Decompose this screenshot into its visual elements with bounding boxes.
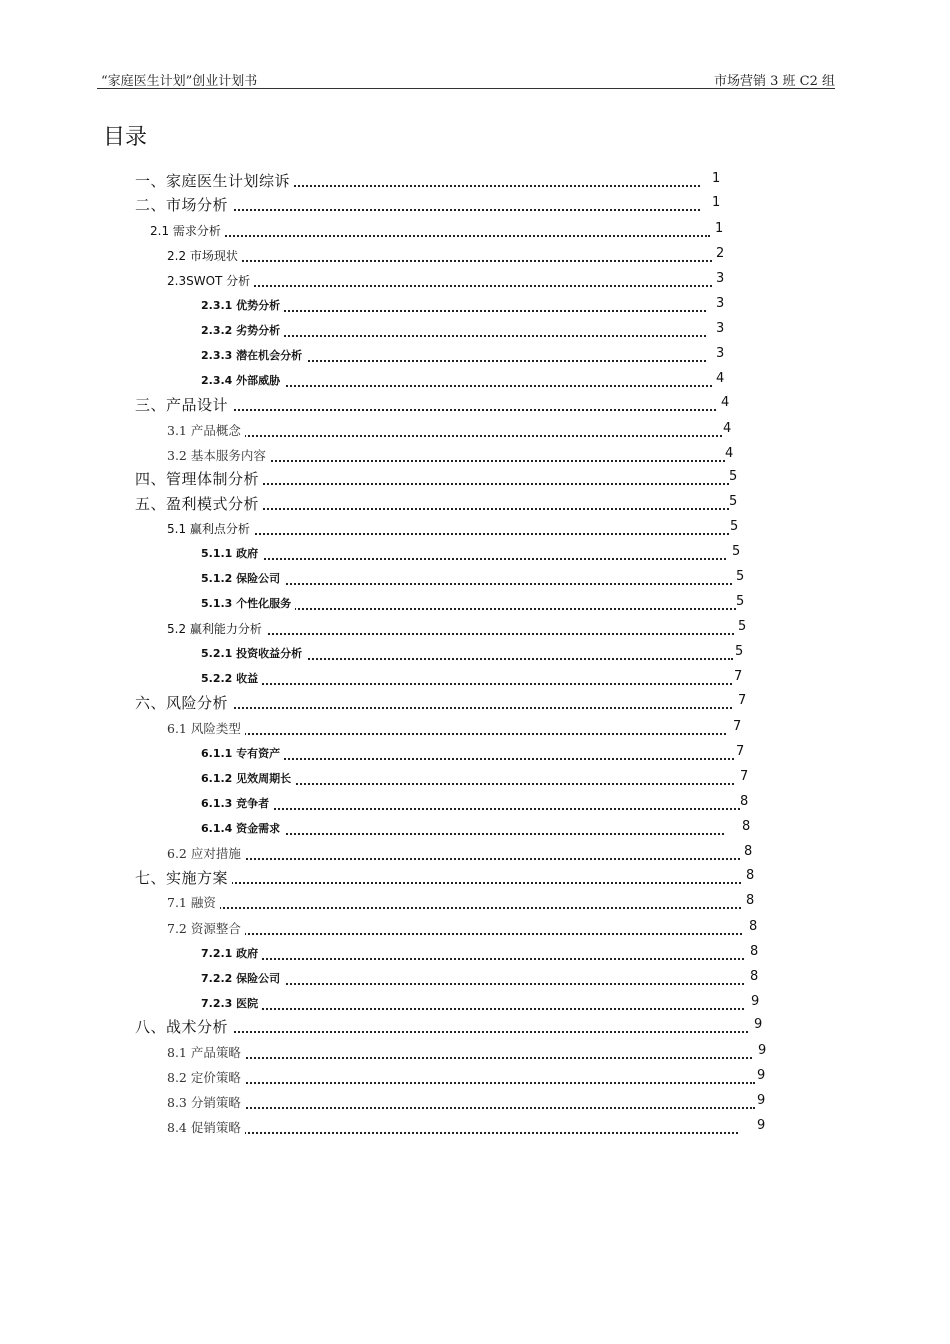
toc-entry-leader-dots xyxy=(187,1132,738,1134)
toc-entry-leader-dots xyxy=(187,933,742,935)
toc-entry-page-number: 7 xyxy=(738,693,747,708)
toc-entry-page-number: 5 xyxy=(735,644,744,659)
toc-entry[interactable] xyxy=(135,468,743,490)
toc-entry-leader-dots xyxy=(221,385,712,387)
toc-entry-page-number: 5 xyxy=(738,619,747,634)
toc-entry-leader-dots xyxy=(187,260,712,262)
toc-entry-page-number: 9 xyxy=(758,1043,767,1058)
toc-entry-label: 5.2.2 收益 xyxy=(201,668,262,690)
toc-entry-label: 2.3.2 劣势分析 xyxy=(201,320,284,342)
toc-entry-page-number: 7 xyxy=(734,669,743,684)
toc-entry-label: 2.1 需求分析 xyxy=(150,220,225,242)
toc-entry-leader-dots xyxy=(187,285,712,287)
toc-entry-page-number: 9 xyxy=(754,1017,763,1032)
toc-entry-leader-dots xyxy=(155,409,716,411)
toc-entry[interactable] xyxy=(135,394,735,416)
toc-entry-leader-dots xyxy=(221,808,740,810)
toc-entry-label: 7.2.1 政府 xyxy=(201,943,262,965)
toc-entry-label: 7.1 融资 xyxy=(167,892,220,914)
toc-entry-leader-dots xyxy=(187,907,741,909)
toc-entry[interactable] xyxy=(135,692,752,714)
toc-entry-leader-dots xyxy=(187,1057,752,1059)
toc-entry-leader-dots xyxy=(221,683,732,685)
toc-entry-page-number: 5 xyxy=(736,594,745,609)
toc-entry[interactable] xyxy=(167,270,730,292)
toc-entry-page-number: 3 xyxy=(716,296,725,311)
toc-entry-label: 5.1 赢利点分析 xyxy=(167,518,254,540)
toc-entry-page-number: 8 xyxy=(740,794,749,809)
toc-entry-leader-dots xyxy=(187,435,722,437)
toc-entry-label: 2.3.3 潜在机会分析 xyxy=(201,345,306,367)
toc-entry[interactable] xyxy=(135,1016,768,1038)
toc-entry-leader-dots xyxy=(221,335,706,337)
toc-entry[interactable] xyxy=(201,943,764,965)
toc-entry-page-number: 2 xyxy=(716,246,725,261)
toc-entry[interactable] xyxy=(167,1067,771,1089)
toc-entry[interactable] xyxy=(201,593,750,615)
toc-entry-page-number: 9 xyxy=(757,1068,766,1083)
toc-entry-leader-dots xyxy=(187,733,726,735)
toc-entry-label: 八、战术分析 xyxy=(135,1016,232,1038)
toc-entry[interactable] xyxy=(167,1042,772,1064)
toc-entry-page-number: 8 xyxy=(749,919,758,934)
toc-entry-page-number: 8 xyxy=(742,819,751,834)
toc-entry[interactable] xyxy=(201,543,746,565)
toc-entry-label: 7.2 资源整合 xyxy=(167,918,245,940)
toc-entry[interactable] xyxy=(167,618,752,640)
toc-entry-page-number: 5 xyxy=(729,494,738,509)
toc-entry-page-number: 4 xyxy=(716,371,725,386)
toc-entry-leader-dots xyxy=(155,707,732,709)
toc-entry-page-number: 4 xyxy=(723,421,732,436)
toc-entry-leader-dots xyxy=(221,583,732,585)
toc-entry-label: 7.2.3 医院 xyxy=(201,993,262,1015)
toc-entry[interactable] xyxy=(201,993,765,1015)
toc-entry[interactable] xyxy=(201,793,754,815)
toc-entry[interactable] xyxy=(201,968,764,990)
toc-entry-leader-dots xyxy=(221,833,724,835)
toc-entry-label: 5.1.1 政府 xyxy=(201,543,262,565)
toc-entry-label: 二、市场分析 xyxy=(135,194,232,216)
toc-entry[interactable] xyxy=(201,320,730,342)
toc-entry[interactable] xyxy=(167,445,739,467)
toc-title: 目录 xyxy=(103,125,148,150)
toc-entry-leader-dots xyxy=(221,558,726,560)
page-header xyxy=(97,70,835,89)
toc-entry[interactable] xyxy=(135,493,743,515)
toc-entry[interactable] xyxy=(167,1092,771,1114)
toc-entry-page-number: 1 xyxy=(715,221,724,236)
toc-entry-leader-dots xyxy=(221,983,744,985)
toc-entry-label: 7.2.2 保险公司 xyxy=(201,968,284,990)
toc-entry[interactable] xyxy=(201,568,750,590)
toc-entry-leader-dots xyxy=(187,1082,755,1084)
toc-entry[interactable] xyxy=(167,718,747,740)
toc-entry-page-number: 5 xyxy=(736,569,745,584)
toc-entry-leader-dots xyxy=(221,758,734,760)
toc-entry-page-number: 9 xyxy=(757,1093,766,1108)
toc-entry-page-number: 1 xyxy=(712,195,721,210)
toc-entry-page-number: 1 xyxy=(712,171,721,186)
toc-entry-label: 8.1 产品策略 xyxy=(167,1042,245,1064)
toc-entry-label: 六、风险分析 xyxy=(135,692,232,714)
toc-entry-page-number: 8 xyxy=(746,893,755,908)
toc-entry[interactable] xyxy=(201,768,754,790)
toc-entry-page-number: 4 xyxy=(725,446,734,461)
toc-entry-leader-dots xyxy=(187,633,734,635)
toc-entry-label: 五、盈利模式分析 xyxy=(135,493,263,515)
toc-entry[interactable] xyxy=(201,295,730,317)
toc-entry[interactable] xyxy=(167,1117,771,1139)
toc-entry-page-number: 3 xyxy=(716,271,725,286)
toc-entry-label: 四、管理体制分析 xyxy=(135,468,263,490)
toc-entry-leader-dots xyxy=(170,235,710,237)
toc-entry-label: 6.1.1 专有资产 xyxy=(201,743,284,765)
toc-entry-page-number: 9 xyxy=(751,994,760,1009)
toc-entry-label: 3.2 基本服务内容 xyxy=(167,445,270,467)
toc-entry[interactable] xyxy=(201,668,748,690)
toc-entry-label: 2.3SWOT 分析 xyxy=(167,270,254,292)
toc-entry[interactable] xyxy=(135,194,726,216)
toc-entry-page-number: 9 xyxy=(757,1118,766,1133)
toc-entry-label: 3.1 产品概念 xyxy=(167,420,245,442)
toc-entry[interactable] xyxy=(201,818,756,840)
toc-entry-page-number: 7 xyxy=(740,769,749,784)
toc-entry-page-number: 5 xyxy=(732,544,741,559)
toc-entry-leader-dots xyxy=(221,608,736,610)
toc-entry-leader-dots xyxy=(221,958,744,960)
toc-entry-label: 5.2 赢利能力分析 xyxy=(167,618,266,640)
toc-entry-label: 6.1.3 竞争者 xyxy=(201,793,273,815)
toc-entry[interactable] xyxy=(201,370,730,392)
toc-entry-page-number: 8 xyxy=(750,944,759,959)
toc-entry[interactable] xyxy=(135,170,726,192)
toc-entry[interactable] xyxy=(167,918,763,940)
toc-entry-page-number: 5 xyxy=(730,519,739,534)
toc-entry-label: 2.3.4 外部威胁 xyxy=(201,370,284,392)
toc-entry-label: 七、实施方案 xyxy=(135,867,232,889)
toc-entry[interactable] xyxy=(135,867,760,889)
toc-entry-label: 6.1 风险类型 xyxy=(167,718,245,740)
toc-entry-page-number: 7 xyxy=(733,719,742,734)
toc-entry[interactable] xyxy=(201,743,750,765)
toc-entry-label: 5.1.3 个性化服务 xyxy=(201,593,295,615)
toc-entry-label: 8.2 定价策略 xyxy=(167,1067,245,1089)
toc-entry-label: 一、家庭医生计划综诉 xyxy=(135,170,294,192)
header-document-title: “家庭医生计划”创业计划书 xyxy=(101,74,258,89)
toc-entry[interactable] xyxy=(167,843,758,865)
toc-entry-page-number: 8 xyxy=(744,844,753,859)
toc-entry-label: 5.2.1 投资收益分析 xyxy=(201,643,306,665)
toc-entry[interactable] xyxy=(167,518,744,540)
toc-entry-label: 8.3 分销策略 xyxy=(167,1092,245,1114)
toc-entry-leader-dots xyxy=(187,1107,755,1109)
toc-entry-leader-dots xyxy=(155,882,741,884)
toc-entry-label: 6.2 应对措施 xyxy=(167,843,245,865)
toc-entry-page-number: 4 xyxy=(721,395,730,410)
toc-entry-label: 2.2 市场现状 xyxy=(167,245,242,267)
toc-entry[interactable] xyxy=(167,892,760,914)
toc-entry-label: 三、产品设计 xyxy=(135,394,232,416)
toc-entry[interactable] xyxy=(201,345,730,367)
toc-entry-leader-dots xyxy=(221,310,706,312)
toc-entry-page-number: 8 xyxy=(750,969,759,984)
toc-entry-label: 5.1.2 保险公司 xyxy=(201,568,284,590)
toc-entry-leader-dots xyxy=(221,1008,744,1010)
toc-entry-label: 8.4 促销策略 xyxy=(167,1117,245,1139)
toc-entry[interactable] xyxy=(201,643,749,665)
toc-entry[interactable] xyxy=(150,220,729,242)
toc-entry-page-number: 3 xyxy=(716,321,725,336)
toc-entry[interactable] xyxy=(167,245,730,267)
toc-entry-page-number: 5 xyxy=(729,469,738,484)
toc-entry-leader-dots xyxy=(155,1031,748,1033)
toc-entry-page-number: 3 xyxy=(716,346,725,361)
toc-entry-leader-dots xyxy=(221,783,734,785)
toc-entry-leader-dots xyxy=(187,858,740,860)
header-group-name: 市场营销 3 班 C2 组 xyxy=(713,74,835,89)
toc-entry-page-number: 8 xyxy=(746,868,755,883)
toc-entry-page-number: 7 xyxy=(736,744,745,759)
toc-entry-leader-dots xyxy=(187,533,729,535)
toc-entry-label: 6.1.2 见效周期长 xyxy=(201,768,295,790)
toc-entry[interactable] xyxy=(167,420,737,442)
toc-entry-leader-dots xyxy=(155,209,700,211)
toc-entry-label: 2.3.1 优势分析 xyxy=(201,295,284,317)
toc-entry-label: 6.1.4 资金需求 xyxy=(201,818,284,840)
